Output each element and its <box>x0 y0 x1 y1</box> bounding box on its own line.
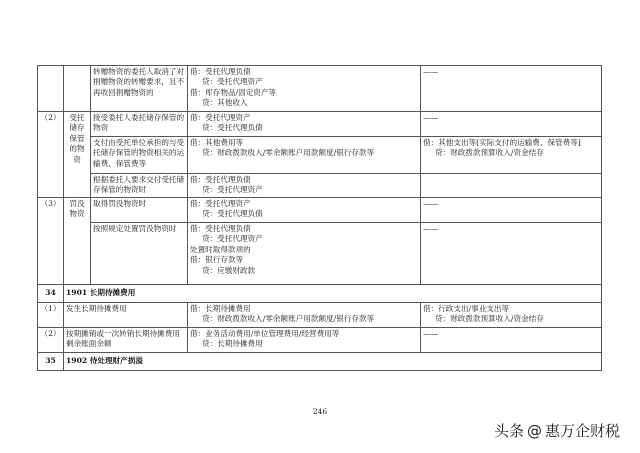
item-cell <box>91 223 188 285</box>
budget-entry-cell <box>421 174 602 198</box>
entry-line: 贷：受托代理资产 <box>202 234 263 244</box>
financial-entry-cell <box>188 328 421 353</box>
table-row <box>38 328 602 353</box>
item-text: 接受委托人委托储存保管的物资 <box>93 113 185 133</box>
entry-line: 借：受托代理负债 <box>190 67 251 76</box>
section-number: 34 <box>38 285 64 303</box>
table-row <box>38 137 602 174</box>
dash-text: —— <box>423 329 439 338</box>
section-title: 1901 长期待摊费用 <box>64 285 602 303</box>
table-row <box>38 303 602 328</box>
entry-line: 借：受托代理资产 <box>190 199 251 208</box>
dash-text: —— <box>423 224 439 233</box>
entry-line: 借：其他费用等 <box>190 138 244 147</box>
budget-entry-cell <box>421 303 602 328</box>
entry-line: 借：长期待摊费用 <box>190 304 251 313</box>
category-text: 罚没物资 <box>69 199 85 219</box>
index-cell: （3） <box>38 198 64 285</box>
table-row <box>38 223 602 285</box>
financial-entry-cell <box>188 223 421 285</box>
entry-line: 借：行政支出/事业支出等 <box>423 304 510 313</box>
accounting-entries-table <box>37 65 602 371</box>
entry-line: 贷：受托代理负债 <box>202 209 263 219</box>
financial-entry-cell <box>188 112 421 137</box>
entry-line: 借：业务活动费用/单位管理费用/经营费用等 <box>190 329 340 338</box>
financial-entry-cell <box>188 137 421 174</box>
category-cell <box>64 112 91 198</box>
item-cell <box>91 66 188 112</box>
financial-entry-cell <box>188 303 421 328</box>
item-text: 按期摊销或一次转销长期待摊费用剩余账面余额 <box>66 329 180 349</box>
item-text: 发生长期待摊费用 <box>66 304 127 313</box>
page-number: 246 <box>312 407 328 416</box>
index-cell: （1） <box>38 303 64 328</box>
item-cell <box>91 174 188 198</box>
item-text: 支付由受托单位承担的与受托储存保管的物资相关的运输费、保管费等 <box>93 138 185 168</box>
entry-line: 处置时取得款项的 <box>190 244 251 254</box>
financial-entry-cell <box>188 66 421 112</box>
budget-entry-cell <box>421 198 602 223</box>
section-number: 35 <box>38 353 64 371</box>
entry-line: 贷：财政拨款预算收入/资金结存 <box>435 314 544 324</box>
item-cell <box>64 303 188 328</box>
watermark-at: @ <box>526 421 542 440</box>
dash-text: —— <box>423 199 439 208</box>
category-cell <box>64 198 91 285</box>
section-row <box>38 285 602 303</box>
section-title: 1902 待处理财产损溢 <box>64 353 602 371</box>
watermark-prefix: 头条 <box>493 422 524 440</box>
financial-entry-cell <box>188 198 421 223</box>
item-cell <box>91 137 188 174</box>
budget-entry-cell <box>421 328 602 353</box>
entry-line: 贷：财政拨款收入/零余额账户用款额度/银行存款等 <box>202 148 375 158</box>
entry-line: 借：银行存款等 <box>190 255 244 265</box>
section-row <box>38 353 602 371</box>
entry-line: 借：库存物品/固定资产等 <box>190 87 277 97</box>
watermark-name: 惠万企财税 <box>544 422 620 440</box>
entry-line: 贷：财政拨款收入/零余额账户用款额度/银行存款等 <box>202 314 375 324</box>
item-cell <box>64 328 188 353</box>
item-text: 转赠物资的委托人取消了对捐赠物资的转赠要求，且不再收回捐赠物资的 <box>93 67 185 97</box>
table-row <box>38 174 602 198</box>
category-cell <box>64 66 91 112</box>
table-row <box>38 198 602 223</box>
financial-entry-cell <box>188 174 421 198</box>
entry-line: 贷：应缴财政款 <box>202 265 256 275</box>
entry-line: 贷：长期待摊费用 <box>202 339 263 349</box>
index-cell: （2） <box>38 328 64 353</box>
entry-line: 借：受托代理负债 <box>190 175 251 184</box>
entry-line: 借：其他支出等[实际支付的运输费、保管费等] <box>423 138 581 147</box>
entry-line: 借：受托代理资产 <box>190 113 251 122</box>
item-cell <box>91 198 188 223</box>
dash-text: —— <box>423 113 439 122</box>
index-cell <box>38 66 64 112</box>
item-text: 根据委托人要求交付受托储存保管的物资时 <box>93 175 185 195</box>
entry-line: 贷：受托代理资产 <box>202 185 263 195</box>
item-text: 取得罚没物资时 <box>93 199 147 208</box>
item-cell <box>91 112 188 137</box>
table-row <box>38 66 602 112</box>
watermark <box>494 420 620 441</box>
budget-entry-cell <box>421 223 602 285</box>
table-row <box>38 112 602 137</box>
budget-entry-cell <box>421 66 602 112</box>
category-text: 受托储存保管的物资 <box>69 113 85 164</box>
entry-line: 借：受托代理负债 <box>190 224 251 233</box>
index-cell: （2） <box>38 112 64 198</box>
budget-entry-cell <box>421 112 602 137</box>
entry-line: 贷：财政拨款预算收入/资金结存 <box>435 148 544 158</box>
entry-line: 贷：受托代理负债 <box>202 123 263 133</box>
budget-entry-cell <box>421 137 602 174</box>
entry-line: 贷：受托代理资产 <box>202 77 263 87</box>
item-text: 按照规定处置罚没物资时 <box>93 224 177 233</box>
dash-text: —— <box>423 67 439 76</box>
entry-line: 贷：其他收入 <box>202 98 248 108</box>
